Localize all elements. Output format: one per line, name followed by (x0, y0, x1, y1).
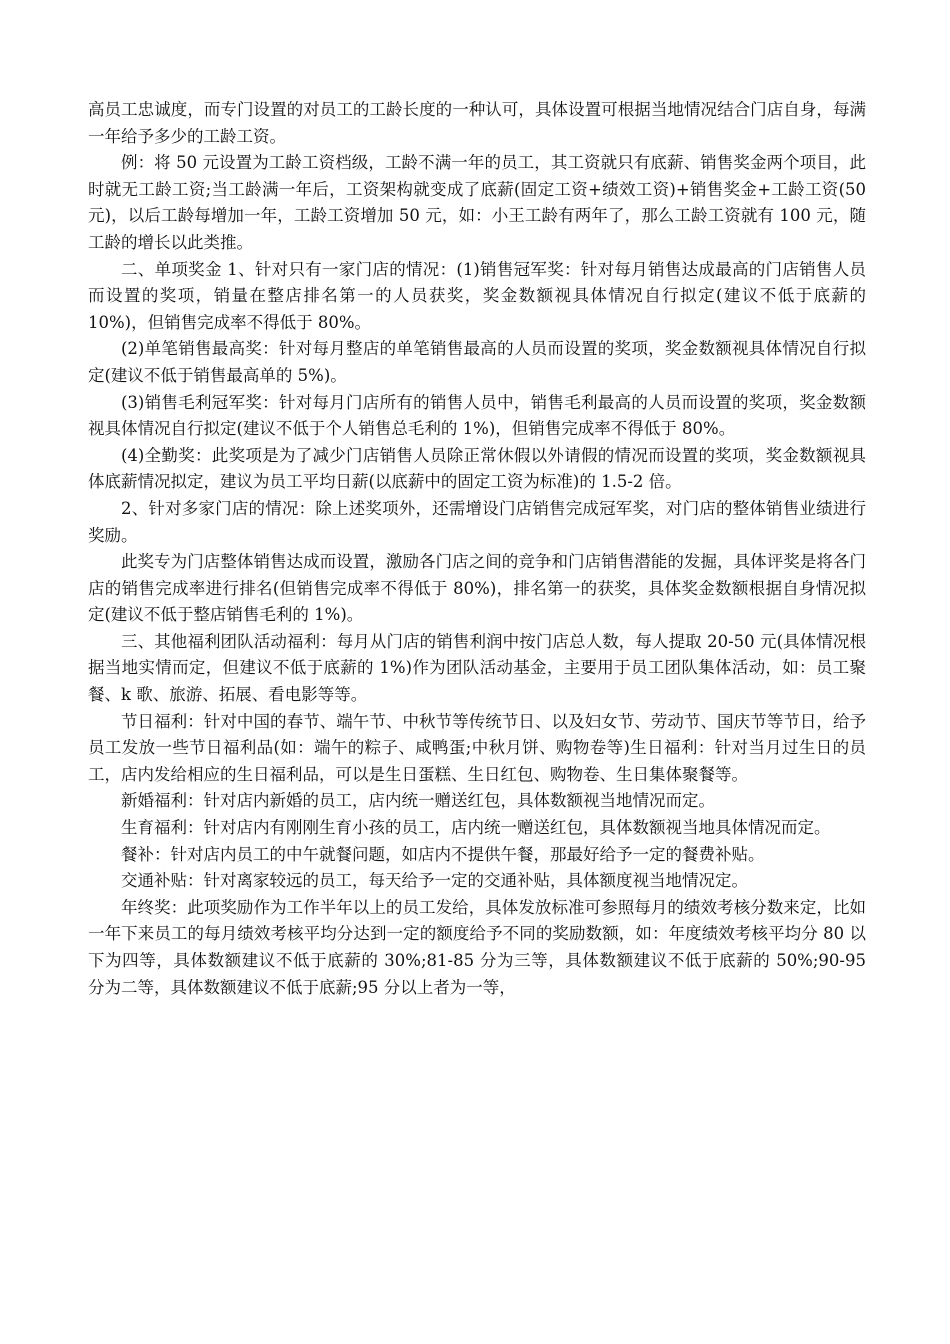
paragraph-team-activity: 三、其他福利团队活动福利：每月从门店的销售利润中按门店总人数，每人提取 20-50 元(具体情况根据当地实情而定，但建议不低于底薪的 1%)作为团队活动基金，主要用于员工团队集体活动，如：员工聚餐、k 歌、旅游、拓展、看电影等等。 (88, 631, 866, 705)
paragraph-transport-allowance: 交通补贴：针对离家较远的员工，每天给予一定的交通补贴，具体额度视当地情况定。 (121, 871, 748, 891)
paragraph-gross-profit-award: (3)销售毛利冠军奖：针对每月门店所有的销售人员中，销售毛利最高的人员而设置的奖项，奖金数额视具体情况自行拟定(建议不低于个人销售总毛利的 1%)，但销售完成率不得低于 80%。 (88, 392, 866, 439)
paragraph-meal-allowance: 餐补：针对店内员工的中午就餐问题，如店内不提供午餐，那最好给予一定的餐费补贴。 (121, 844, 765, 864)
paragraph-year-end-bonus: 年终奖：此项奖励作为工作半年以上的员工发给，具体发放标准可参照每月的绩效考核分数来定，比如一年下来员工的每月绩效考核平均分达到一定的额度给予不同的奖励数额，如：年度绩效考核平均分 80 以下为四等，具体数额建议不低于底薪的 30%;81-85 分为三等，具体数额建议不低于底薪的 50%;90-95 分为二等，具体数额建议不低于底薪;95 分以上者为一等， (88, 897, 866, 997)
paragraph-holiday-birthday: 节日福利：针对中国的春节、端午节、中秋节等传统节日、以及妇女节、劳动节、国庆节等节日，给予员工发放一些节日福利品(如：端午的粽子、咸鸭蛋;中秋月饼、购物卷等)生日福利：针对当月过生日的员工，店内发给相应的生日福利品，可以是生日蛋糕、生日红包、购物卷、生日集体聚餐等。 (88, 711, 866, 784)
paragraph-seniority-example: 例：将 50 元设置为工龄工资档级，工龄不满一年的员工，其工资就只有底薪、销售奖金两个项目，此时就无工龄工资;当工龄满一年后，工资架构就变成了底薪(固定工资+绩效工资)+销售奖金+工龄工资(50 元)，以后工龄每增加一年，工龄工资增加 50 元，如：小王工龄有两年了，那么工龄工资就有 100 元，随工龄的增长以此类推。 (88, 153, 866, 252)
paragraph-childbirth-benefit: 生育福利：针对店内有刚刚生育小孩的员工，店内统一赠送红包，具体数额视当地具体情况而定。 (121, 818, 831, 838)
paragraph-sales-champion-award: 二、单项奖金 1、针对只有一家门店的情况：(1)销售冠军奖：针对每月销售达成最高的门店销售人员而设置的奖项，销量在整店排名第一的人员获奖，奖金数额视具体情况自行拟定(建议不低于底薪的 10%)，但销售完成率不得低于 80%。 (88, 259, 866, 332)
paragraph-multi-store: 2、针对多家门店的情况：除上述奖项外，还需增设门店销售完成冠军奖，对门店的整体销售业绩进行奖励。 (88, 498, 866, 545)
paragraph-single-sale-award: (2)单笔销售最高奖：针对每月整店的单笔销售最高的人员而设置的奖项，奖金数额视具体情况自行拟定(建议不低于销售最高单的 5%)。 (88, 339, 866, 385)
paragraph-attendance-award: (4)全勤奖：此奖项是为了减少门店销售人员除正常休假以外请假的情况而设置的奖项，奖金数额视具体底薪情况拟定，建议为员工平均日薪(以底薪中的固定工资为标准)的 1.5-2 倍。 (88, 445, 866, 492)
document-body (88, 97, 866, 1001)
paragraph-seniority-intro: 高员工忠诚度，而专门设置的对员工的工龄长度的一种认可，具体设置可根据当地情况结合门店自身，每满一年给予多少的工龄工资。 (88, 100, 866, 146)
paragraph-wedding-benefit: 新婚福利：针对店内新婚的员工，店内统一赠送红包，具体数额视当地情况而定。 (121, 791, 715, 811)
paragraph-store-ranking: 此奖专为门店整体销售达成而设置，激励各门店之间的竞争和门店销售潜能的发掘，具体评奖是将各门店的销售完成率进行排名(但销售完成率不得低于 80%)，排名第一的获奖，具体奖金数额根据自身情况拟定(建议不低于整店销售毛利的 1%)。 (88, 552, 866, 625)
